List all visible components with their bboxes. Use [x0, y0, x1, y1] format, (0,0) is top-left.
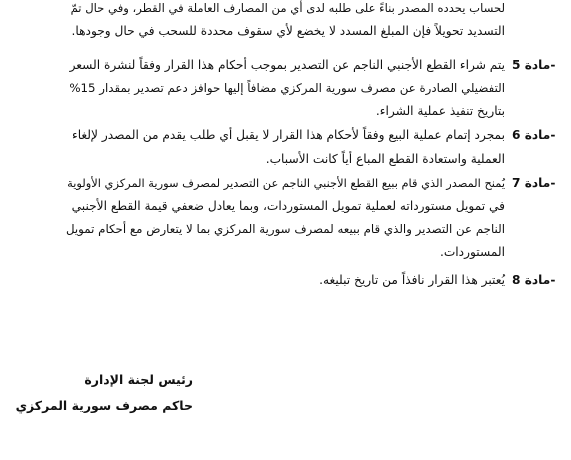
signature-name: حاكم مصرف سورية المركزي — [15, 398, 193, 413]
article-5-label: مادة 5- — [512, 58, 556, 72]
article-8-line: يُعتبر هذا القرار نافذاً من تاريخ تبليغه. — [319, 273, 505, 287]
article-5-line: بتاريخ تنفيذ عملية الشراء. — [375, 104, 505, 118]
article-6-line: العملية واستعادة القطع المباع أياً كانت الأسباب. — [265, 152, 505, 166]
article-5-line: التفضيلي الصادرة عن مصرف سورية المركزي مضافاً إليها حوافز دعم تصدير بمقدار 15% — [69, 81, 505, 95]
article-6-line: بمجرد إتمام عملية البيع وفقاً لأحكام هذا القرار لا يقبل أي طلب يقدم من المصدر لإلغاء — [71, 128, 505, 142]
article-7-line: المستوردات. — [439, 245, 505, 259]
article-6-label: مادة 6- — [512, 128, 556, 142]
article-7-line: يُمنح المصدر الذي قام ببيع القطع الأجنبي الناجم عن التصدير لمصرف سورية المركزي الأولوية — [67, 176, 505, 190]
intro-line: التسديد تحويلاً فإن المبلغ المسدد لا يخضع لأي سقوف محددة للسحب في حال وجودها. — [71, 24, 505, 38]
article-7-line: في تمويل مستورداته لعملية تمويل المستوردات، وبما يعادل ضعفي قيمة القطع الأجنبي — [71, 199, 505, 213]
article-7-line: الناجم عن التصدير والذي قام ببيعه لمصرف سورية المركزي بما لا يتعارض مع أحكام تمويل — [65, 222, 505, 236]
signature-title: رئيس لجنة الإدارة — [84, 372, 193, 387]
article-5-line: يتم شراء القطع الأجنبي الناجم عن التصدير بموجب أحكام هذا القرار وفقاً لنشرة السعر — [69, 58, 505, 72]
intro-line: لحساب يحدده المصدر بناءً على طلبه لدى أي من المصارف العاملة في القطر، وفي حال تمّ — [70, 1, 505, 15]
article-7-label: مادة 7- — [512, 176, 556, 190]
article-8-label: مادة 8- — [512, 273, 556, 287]
